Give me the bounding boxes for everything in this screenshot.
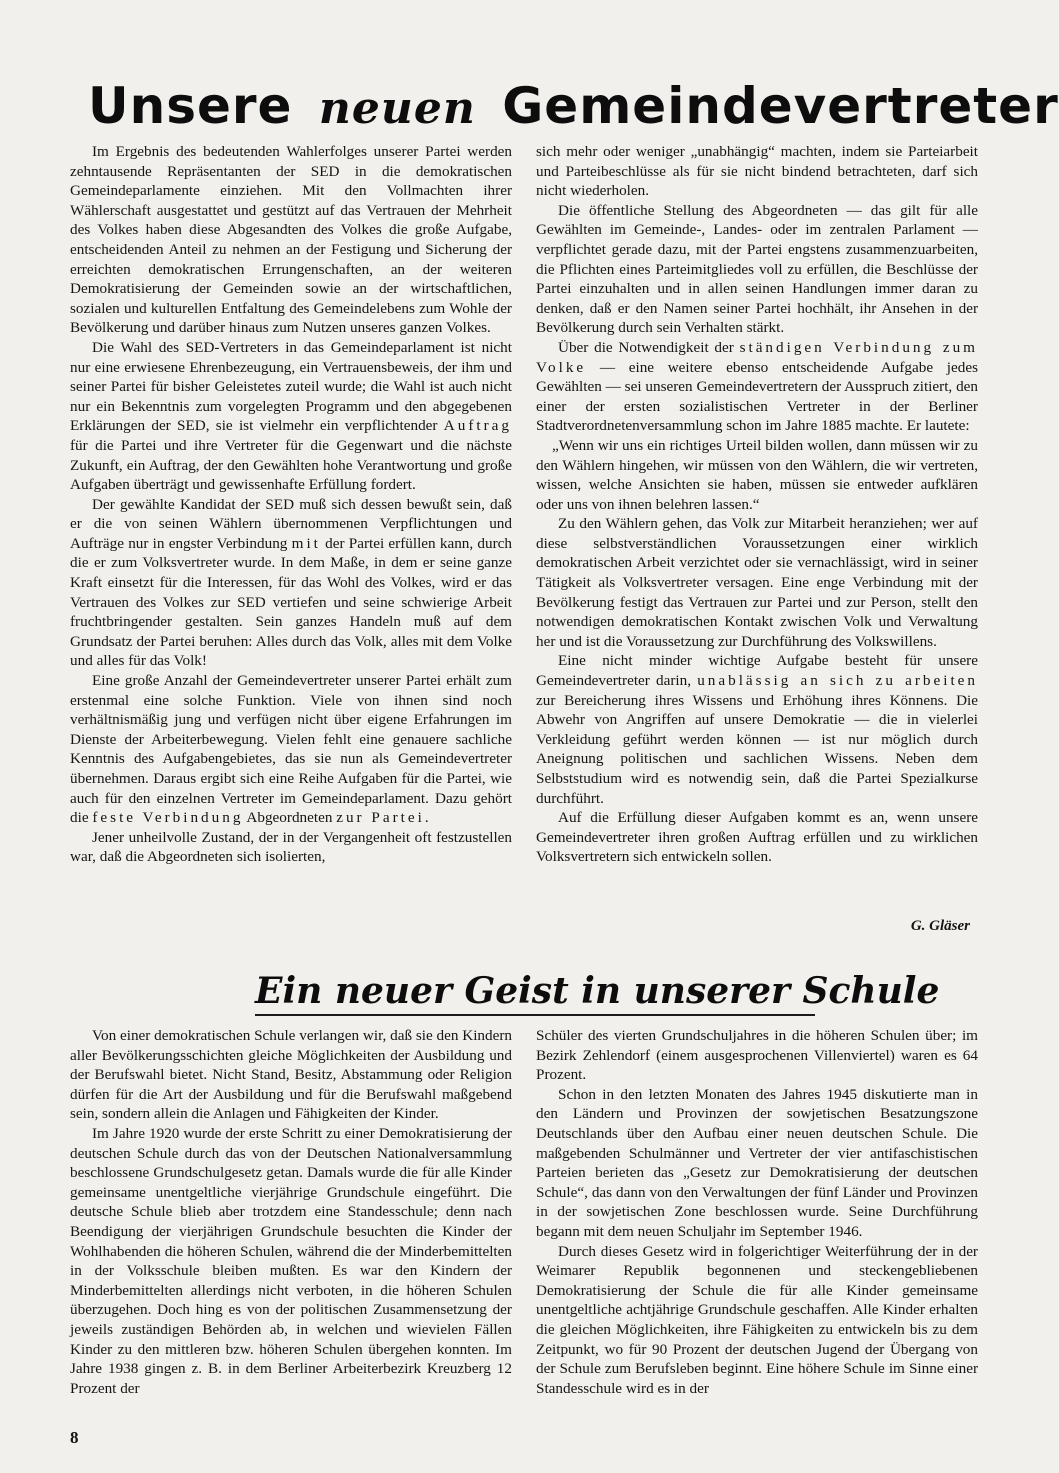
paragraph-text: der Partei erfüllen kann, durch die er zum Volksvertreter wurde. In dem Maße, in dem er seine ganze Kraft einsetzt für die Interessen, für das Wohl des Volkes, wird er das Vertrauen des Volkes zur SED vertiefen und seine schwierige Arbeit fruchtbringender gestalten. Sein ganzes Handeln muß auf dem Grundsatz der Partei beruhen: Alles durch das Volk, alles mit dem Volke und alles für das Volk! (70, 534, 512, 670)
spaced-word-mit: mit (291, 534, 321, 552)
article2-column-right (536, 1026, 978, 1421)
headline-word-unsere: Unsere (88, 77, 293, 135)
spaced-phrase-feste-verbindung: feste Verbindung (92, 809, 244, 827)
paragraph: Im Ergebnis des bedeutenden Wahlerfolges unserer Partei werden zehntausende Repräsentanten der SED in die demokratischen Gemeindeparlamente einziehen. Mit den Vollmachten ihrer Wählerschaft ausgestattet und gestützt auf das Vertrauen der Mehrheit des Volkes haben diese Abgesandten des Volkes die große Aufgabe, entscheidenden Anteil zu nehmen an der Festigung und Sicherung der erreichten demokratischen Errungenschaften, an der weiteren Demokratisierung der Gemeinden sowie an der wirtschaftlichen, sozialen und kulturellen Entfaltung des Gemeindelebens zum Wohle der Bevölkerung und darüber hinaus zum Nutzen unseres ganzen Volkes. (70, 143, 512, 337)
paragraph: Eine große Anzahl der Gemeindevertreter unserer Partei erhält zum erstenmal eine solche Funktion. Viele von ihnen sind noch verhältnismäßig jung und verfügen nicht über eigene Erfahrungen im Dienste der Arbeiterbewegung. Vielen fehlt eine genauere sachliche Kenntnis des Aufgabengebietes, das sie nun als Gemeindevertreter übernehmen. Daraus ergibt sich eine Reihe Aufgaben für die Partei, wie auch für den einzelnen Vertreter im Gemeindeparlament. Dazu gehört die feste Verbindung Abgeordneten zur Partei. (70, 672, 512, 827)
paragraph-text: Eine große Anzahl der Gemeindevertreter unserer Partei erhält zum erstenmal eine solche Funktion. Viele von ihnen sind noch verhältnismäßig jung und verfügen nicht über eigene Erfahrungen im Dienste der Arbeiterbewegung. Vielen fehlt eine genauere sachliche Kenntnis des Aufgabengebietes, das sie nun als Gemeindevertreter übernehmen. Daraus ergibt sich eine Reihe Aufgaben für die Partei, wie auch für den einzelnen Vertreter im Gemeindeparlament. Dazu gehört die (70, 672, 512, 827)
paragraph: Zu den Wählern gehen, das Volk zur Mitarbeit heranziehen; wer auf diese selbstverständlichen Voraussetzungen einer wirklich demokratischen Arbeit verzichtet oder sie vernachlässigt, wird in seiner Tätigkeit als Volksvertreter versagen. Eine enge Verbindung mit der Bevölkerung festigt das Vertrauen zur Partei und zur Person, stellt den notwendigen demokratischen Kontakt zwischen Volk und Verwaltung her und ist die Voraussetzung zur Durchführung des Volkswillens. (536, 515, 978, 650)
article2-column-left (70, 1026, 512, 1421)
paragraph: Auf die Erfüllung dieser Aufgaben kommt es an, wenn unsere Gemeindevertreter ihren großen Auftrag erfüllen und zu wirklichen Volksvertretern sich entwickeln sollen. (536, 809, 978, 866)
paragraph: Durch dieses Gesetz wird in folgerichtiger Weiterführung der in der Weimarer Republik begonnenen und steckengebliebenen Demokratisierung der Schule die für alle Kinder gemeinsame unentgeltliche achtjährige Grundschule geschaffen. Alle Kinder erhalten die gleichen Möglichkeiten, ihre Fähigkeiten zu entwickeln bis zu dem Zeitpunkt, wo für 90 Prozent der deutschen Jugend der Übergang von der Schule zum Berufsleben beginnt. Eine höhere Schule im Sinne einer Standesschule wird es in der (536, 1242, 978, 1397)
paragraph-text: Der gewählte Kandidat der SED muß sich dessen bewußt sein, daß er die von seinen Wählern übernommenen Verpflichtungen und Aufträge nur in engster Verbindung (70, 495, 512, 552)
spaced-phrase-zur-partei: zur Partei (336, 809, 425, 827)
paragraph-text: für die Partei und ihre Vertreter für die Gegenwart und die nächste Zukunft, ein Auftrag, der den Gewählten hohe Verantwortung und große Aufgaben überträgt und gewissenhafte Erfüllung fordert. (70, 436, 512, 494)
spaced-word-auftrag: Auftrag (443, 417, 513, 435)
paragraph: Jener unheilvolle Zustand, der in der Vergangenheit oft festzustellen war, daß die Abgeordneten sich isolierten, (70, 828, 512, 866)
paragraph-text: Über die Notwendigkeit der (558, 338, 734, 356)
paragraph-text: Die Wahl des SED-Vertreters in das Gemeindeparlament ist nicht nur eine erwiesene Ehrenbezeugung, ein Vertrauensbeweis, der ihm und seiner Partei für bisher Geleistetes zuteil wurde; die Wahl ist auch nicht nur ein Bekenntnis zum vorgelegten Programm und den abgegebenen Erklärungen der SED, sie ist vielmehr ein verpflichtender (70, 338, 512, 435)
paragraph (70, 338, 512, 495)
paragraph (536, 338, 978, 436)
paragraph: Die öffentliche Stellung des Abgeordneten — das gilt für alle Gewählten im Gemeinde-, Landes- oder im zentralen Parlament — verpflichtet gerade dazu, mit der Partei engstens zusammenzuarbeiten, die Pflichten eines Parteimitgliedes voll zu erfüllen, die Beschlüsse der Partei einzuhalten und in allen seinen Handlungen immer daran zu denken, daß er den Namen seiner Partei hochhält, ihr Ansehen in der Bevölkerung durch sein Verhalten stärkt. (536, 201, 978, 337)
article2-headline: Ein neuer Geist in unserer Schule (255, 968, 815, 1016)
article1-column-left (70, 142, 512, 934)
paragraph: Schüler des vierten Grundschuljahres in die höheren Schulen über; im Bezirk Zehlendorf (einem ausgesprochenen Villenviertel) waren es 64 Prozent. (536, 1027, 978, 1084)
paragraph: sich mehr oder weniger „unabhängig“ machten, indem sie Parteiarbeit und Parteibeschlüsse als für sie nicht bindend betrachteten, darf sich nicht wiederholen. (536, 143, 978, 200)
paragraph-text: Abgeordneten (246, 809, 333, 827)
paragraph-text: zur Bereicherung ihres Wissens und Erhöhung ihres Könnens. Die Abwehr von Angriffen auf unsere Demokratie — die in vielerlei Verkleidung geführt werden können — ist nur möglich durch Aneignung politischen und sachlichen Wissens. Neben dem Selbststudium wird es notwendig sein, daß die Partei Spezialkurse durchführt. (536, 691, 978, 807)
article1-headline (88, 70, 1059, 142)
spaced-phrase-unablaessig: unablässig an sich zu arbeiten (697, 672, 979, 690)
paragraph-text: — eine weitere ebenso entscheidende Aufgabe jedes Gewählten — sei unseren Gemeindevertretern der Ausspruch zitiert, den einer der ersten sozialistischen Vertreter in der Berliner Stadtverordnetenversammlung schon im Jahre 1885 machte. Er lautete: (536, 358, 978, 435)
article1-column-right (536, 142, 978, 887)
author-signature: G. Gläser (910, 918, 970, 934)
headline-word-gemeindevertreter: Gemeindevertreter (502, 77, 1059, 135)
paragraph (70, 495, 512, 671)
headline-word-neuen: neuen (318, 83, 476, 134)
page-number: 8 (70, 1428, 79, 1447)
paragraph: Von einer demokratischen Schule verlangen wir, daß sie den Kindern aller Bevölkerungsschichten gleiche Möglichkeiten der Ausbildung und der Berufswahl bietet. Nicht Stand, Besitz, Abstammung oder Religion dürfen für die Art der Ausbildung und für die Berufswahl maßgebend sein, sondern allein die Anlagen und Fähigkeiten der Kinder. (70, 1027, 513, 1123)
paragraph (536, 651, 978, 808)
spaced-phrase-verbindung-volke: ständigen Verbindung zum Volke (536, 338, 978, 376)
paragraph: Im Jahre 1920 wurde der erste Schritt zu einer Demokratisierung der deutschen Schule durch das von der Deutschen Nationalversammlung beschlossene Grundschulgesetz getan. Damals wurde die für alle Kinder gemeinsame unentgeltliche vierjährige Grundschule eingeführt. Die deutsche Schule blieb aber trotzdem eine Standesschule; denn nach Beendigung der vierjährigen Grundschule besuchten die Kinder der Wohlhabenden die höheren Schulen, während die der Minderbemittelten in der Volksschule bleiben mußten. Es war den Kindern der Minderbemittelten allerdings nicht verboten, in die höheren Schulen überzugehen. Doch hing es von der politischen Zusammensetzung der jeweils zuständigen Behörden ab, in welchen und wievielen Fällen Kinder zu den mittleren bzw. höheren Schulen übergehen konnten. Im Jahre 1938 gingen z. B. in dem Berliner Arbeiterbezirk Kreuzberg 12 Prozent der (70, 1124, 512, 1397)
paragraph-text: Eine nicht minder wichtige Aufgabe besteht für unsere Gemeindevertreter darin, (536, 652, 978, 690)
paragraph: Schon in den letzten Monaten des Jahres 1945 diskutierte man in den Ländern und Provinzen der sowjetischen Besatzungszone Deutschlands über den Aufbau einer neuen deutschen Schule. Die maßgebenden Schulmänner und Vertreter der vier antifaschistischen Parteien berieten das „Gesetz zur Demokratisierung der deutschen Schule“, das dann von den Verwaltungen der fünf Länder und Provinzen in der sowjetischen Zone beschlossen wurde. Seine Durchführung begann mit dem neuen Schuljahr im September 1946. (536, 1085, 978, 1240)
quote-paragraph: „Wenn wir uns ein richtiges Urteil bilden wollen, dann müssen wir zu den Wählern hingehen, wir müssen von den Wählern, die wir vertreten, wissen, welche Ansichten sie haben, müssen sie entweder aufklären oder uns von ihnen belehren lassen.“ (536, 436, 978, 513)
